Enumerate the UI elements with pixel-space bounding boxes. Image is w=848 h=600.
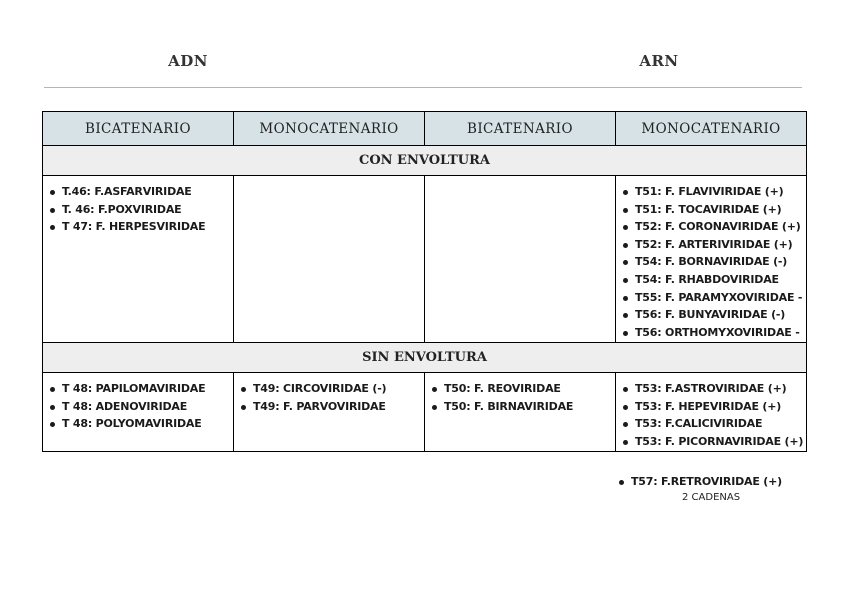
cell-enveloped-rna-single <box>616 176 807 343</box>
list-item: T. 46: F.POXVIRIDAE <box>48 201 233 219</box>
non-enveloped-row <box>43 373 807 452</box>
col-header-rna-single: MONOCATENARIO <box>616 112 807 146</box>
section-title-non-enveloped: SIN ENVOLTURA <box>43 343 807 373</box>
list-item: T52: F. CORONAVIRIDAE (+) <box>621 218 806 236</box>
list-item: T53: F. PICORNAVIRIDAE (+) <box>621 433 806 451</box>
list-item: T51: F. FLAVIVIRIDAE (+) <box>621 183 806 201</box>
cell-enveloped-dna-single <box>234 176 425 343</box>
dna-group-title: ADN <box>168 52 208 70</box>
list-item: T 48: POLYOMAVIRIDAE <box>48 415 233 433</box>
list-item: T51: F. TOCAVIRIDAE (+) <box>621 201 806 219</box>
extra-note <box>617 473 782 505</box>
virus-list <box>425 373 615 415</box>
list-item: T 47: F. HERPESVIRIDAE <box>48 218 233 236</box>
list-item: T53: F.CALICIVIRIDAE <box>621 415 806 433</box>
section-row-enveloped <box>43 146 807 176</box>
list-item: T54: F. RHABDOVIRIDAE <box>621 271 806 289</box>
virus-list <box>616 176 806 341</box>
list-item: T54: F. BORNAVIRIDAE (-) <box>621 253 806 271</box>
list-item: T50: F. REOVIRIDAE <box>430 380 615 398</box>
list-item: T56: ORTHOMYXOVIRIDAE - <box>621 324 806 342</box>
list-item: T55: F. PARAMYXOVIRIDAE - <box>621 289 806 307</box>
col-header-dna-single: MONOCATENARIO <box>234 112 425 146</box>
virus-list <box>234 176 424 183</box>
cell-enveloped-dna-double <box>43 176 234 343</box>
cell-non-enveloped-rna-single <box>616 373 807 452</box>
section-title-enveloped: CON ENVOLTURA <box>43 146 807 176</box>
list-item: T49: CIRCOVIRIDAE (-) <box>239 380 424 398</box>
extra-note-subtext: 2 CADENAS <box>682 491 741 503</box>
cell-non-enveloped-rna-double <box>425 373 616 452</box>
divider-line <box>44 87 802 88</box>
enveloped-row <box>43 176 807 343</box>
virus-list <box>43 373 233 433</box>
rna-group-title: ARN <box>639 52 679 70</box>
header-row <box>43 112 807 146</box>
virus-list <box>616 373 806 450</box>
col-header-dna-double: BICATENARIO <box>43 112 234 146</box>
list-item: T53: F. HEPEVIRIDAE (+) <box>621 398 806 416</box>
section-row-non-enveloped <box>43 343 807 373</box>
list-item: T.46: F.ASFARVIRIDAE <box>48 183 233 201</box>
list-item: T 48: PAPILOMAVIRIDAE <box>48 380 233 398</box>
list-item: T50: F. BIRNAVIRIDAE <box>430 398 615 416</box>
cell-non-enveloped-dna-single <box>234 373 425 452</box>
list-item: T 48: ADENOVIRIDAE <box>48 398 233 416</box>
list-item: T52: F. ARTERIVIRIDAE (+) <box>621 236 806 254</box>
virus-list <box>43 176 233 236</box>
list-item: T53: F.ASTROVIRIDAE (+) <box>621 380 806 398</box>
list-item: T57: F.RETROVIRIDAE (+) <box>617 473 782 491</box>
cell-enveloped-rna-double <box>425 176 616 343</box>
col-header-rna-double: BICATENARIO <box>425 112 616 146</box>
list-item: T56: F. BUNYAVIRIDAE (-) <box>621 306 806 324</box>
virus-classification-table <box>42 111 807 452</box>
cell-non-enveloped-dna-double <box>43 373 234 452</box>
list-item: T49: F. PARVOVIRIDAE <box>239 398 424 416</box>
virus-list <box>425 176 615 183</box>
virus-list <box>234 373 424 415</box>
